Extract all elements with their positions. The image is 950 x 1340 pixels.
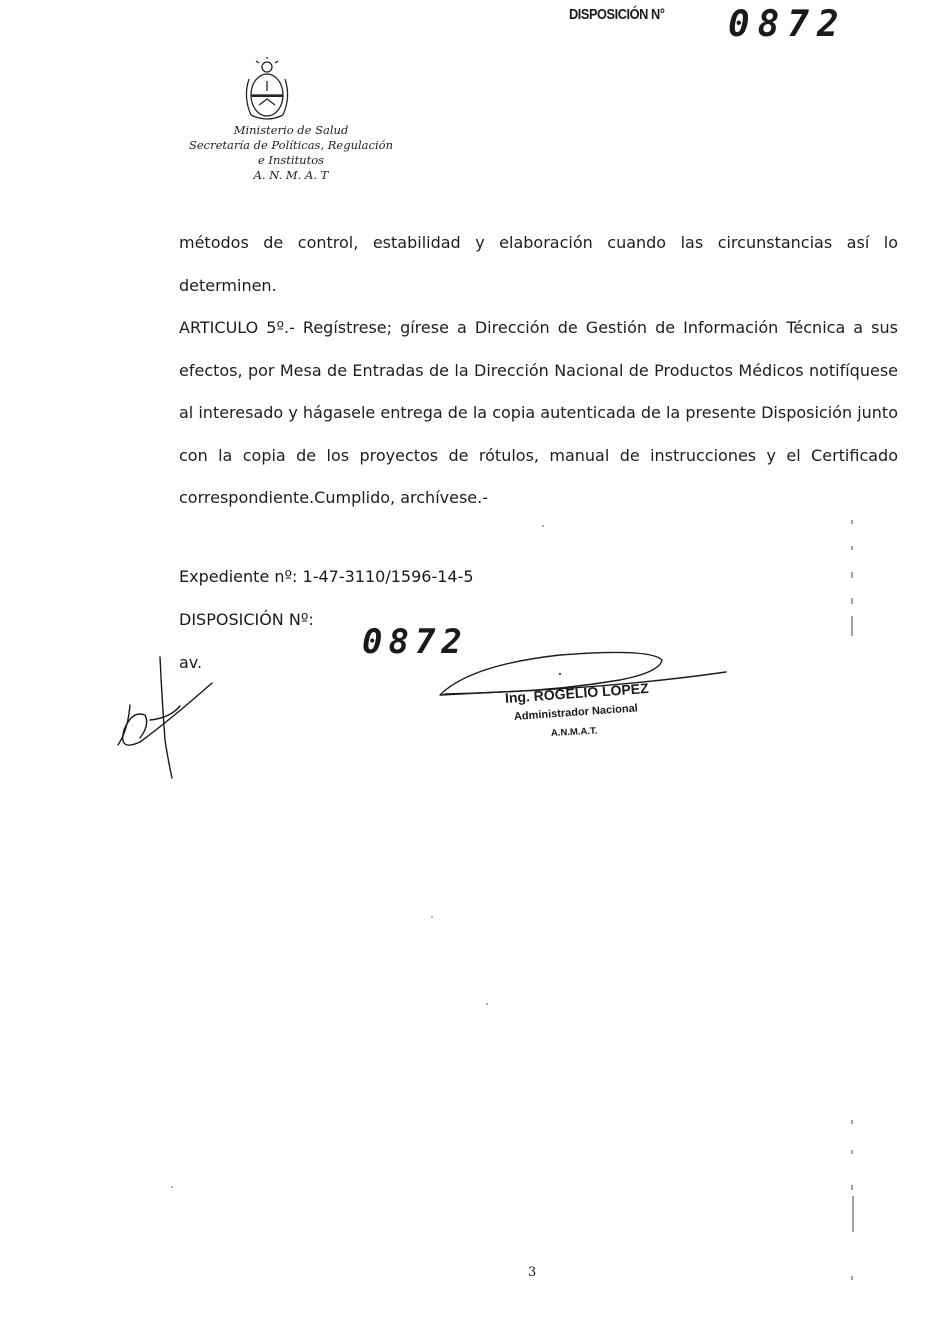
agency-acronym: A. N. M. A. T	[253, 168, 329, 182]
stamp-label: DISPOSICIÓN N°	[569, 6, 665, 23]
ministry-name: Ministerio de Salud	[233, 123, 349, 137]
expediente-line: Expediente nº: 1-47-3110/1596-14-5	[179, 567, 474, 586]
disposicion-number-stamp: 0872	[362, 622, 468, 662]
page-number: 3	[528, 1265, 537, 1280]
stamp-number: 0872	[728, 4, 847, 45]
signatory-organization: A.N.M.A.T.	[550, 725, 598, 739]
disposicion-label: DISPOSICIÓN Nº:	[179, 610, 314, 629]
secretariat-name: Secretaría de Políticas, Regulación	[189, 138, 393, 152]
ministry-header	[178, 123, 404, 183]
typist-initials: av.	[179, 653, 203, 672]
secretariat-name-cont: e Institutos	[257, 153, 325, 167]
signatory-title: Administrador Nacional	[513, 702, 639, 723]
article-5-paragraph: ARTICULO 5º.- Regístrese; gírese a Dirección de Gestión de Información Técnica a sus efectos, por Mesa de Entradas de la Dirección Nacional de Productos Médicos notifíquese al interesado y hágasele entrega de la copia autenticada de la presente Disposición junto con la copia de los proyectos de rótulos, manual de instrucciones y el Certificado correspondiente.Cumplido, archívese.-	[179, 318, 898, 507]
document-body	[179, 222, 898, 520]
paragraph-continuation: métodos de control, estabilidad y elaboración cuando las circunstancias así lo determinen.	[179, 233, 898, 295]
signatory-name: Ing. ROGELIO LOPEZ	[504, 679, 650, 706]
argentina-coat-of-arms-icon	[239, 57, 295, 123]
